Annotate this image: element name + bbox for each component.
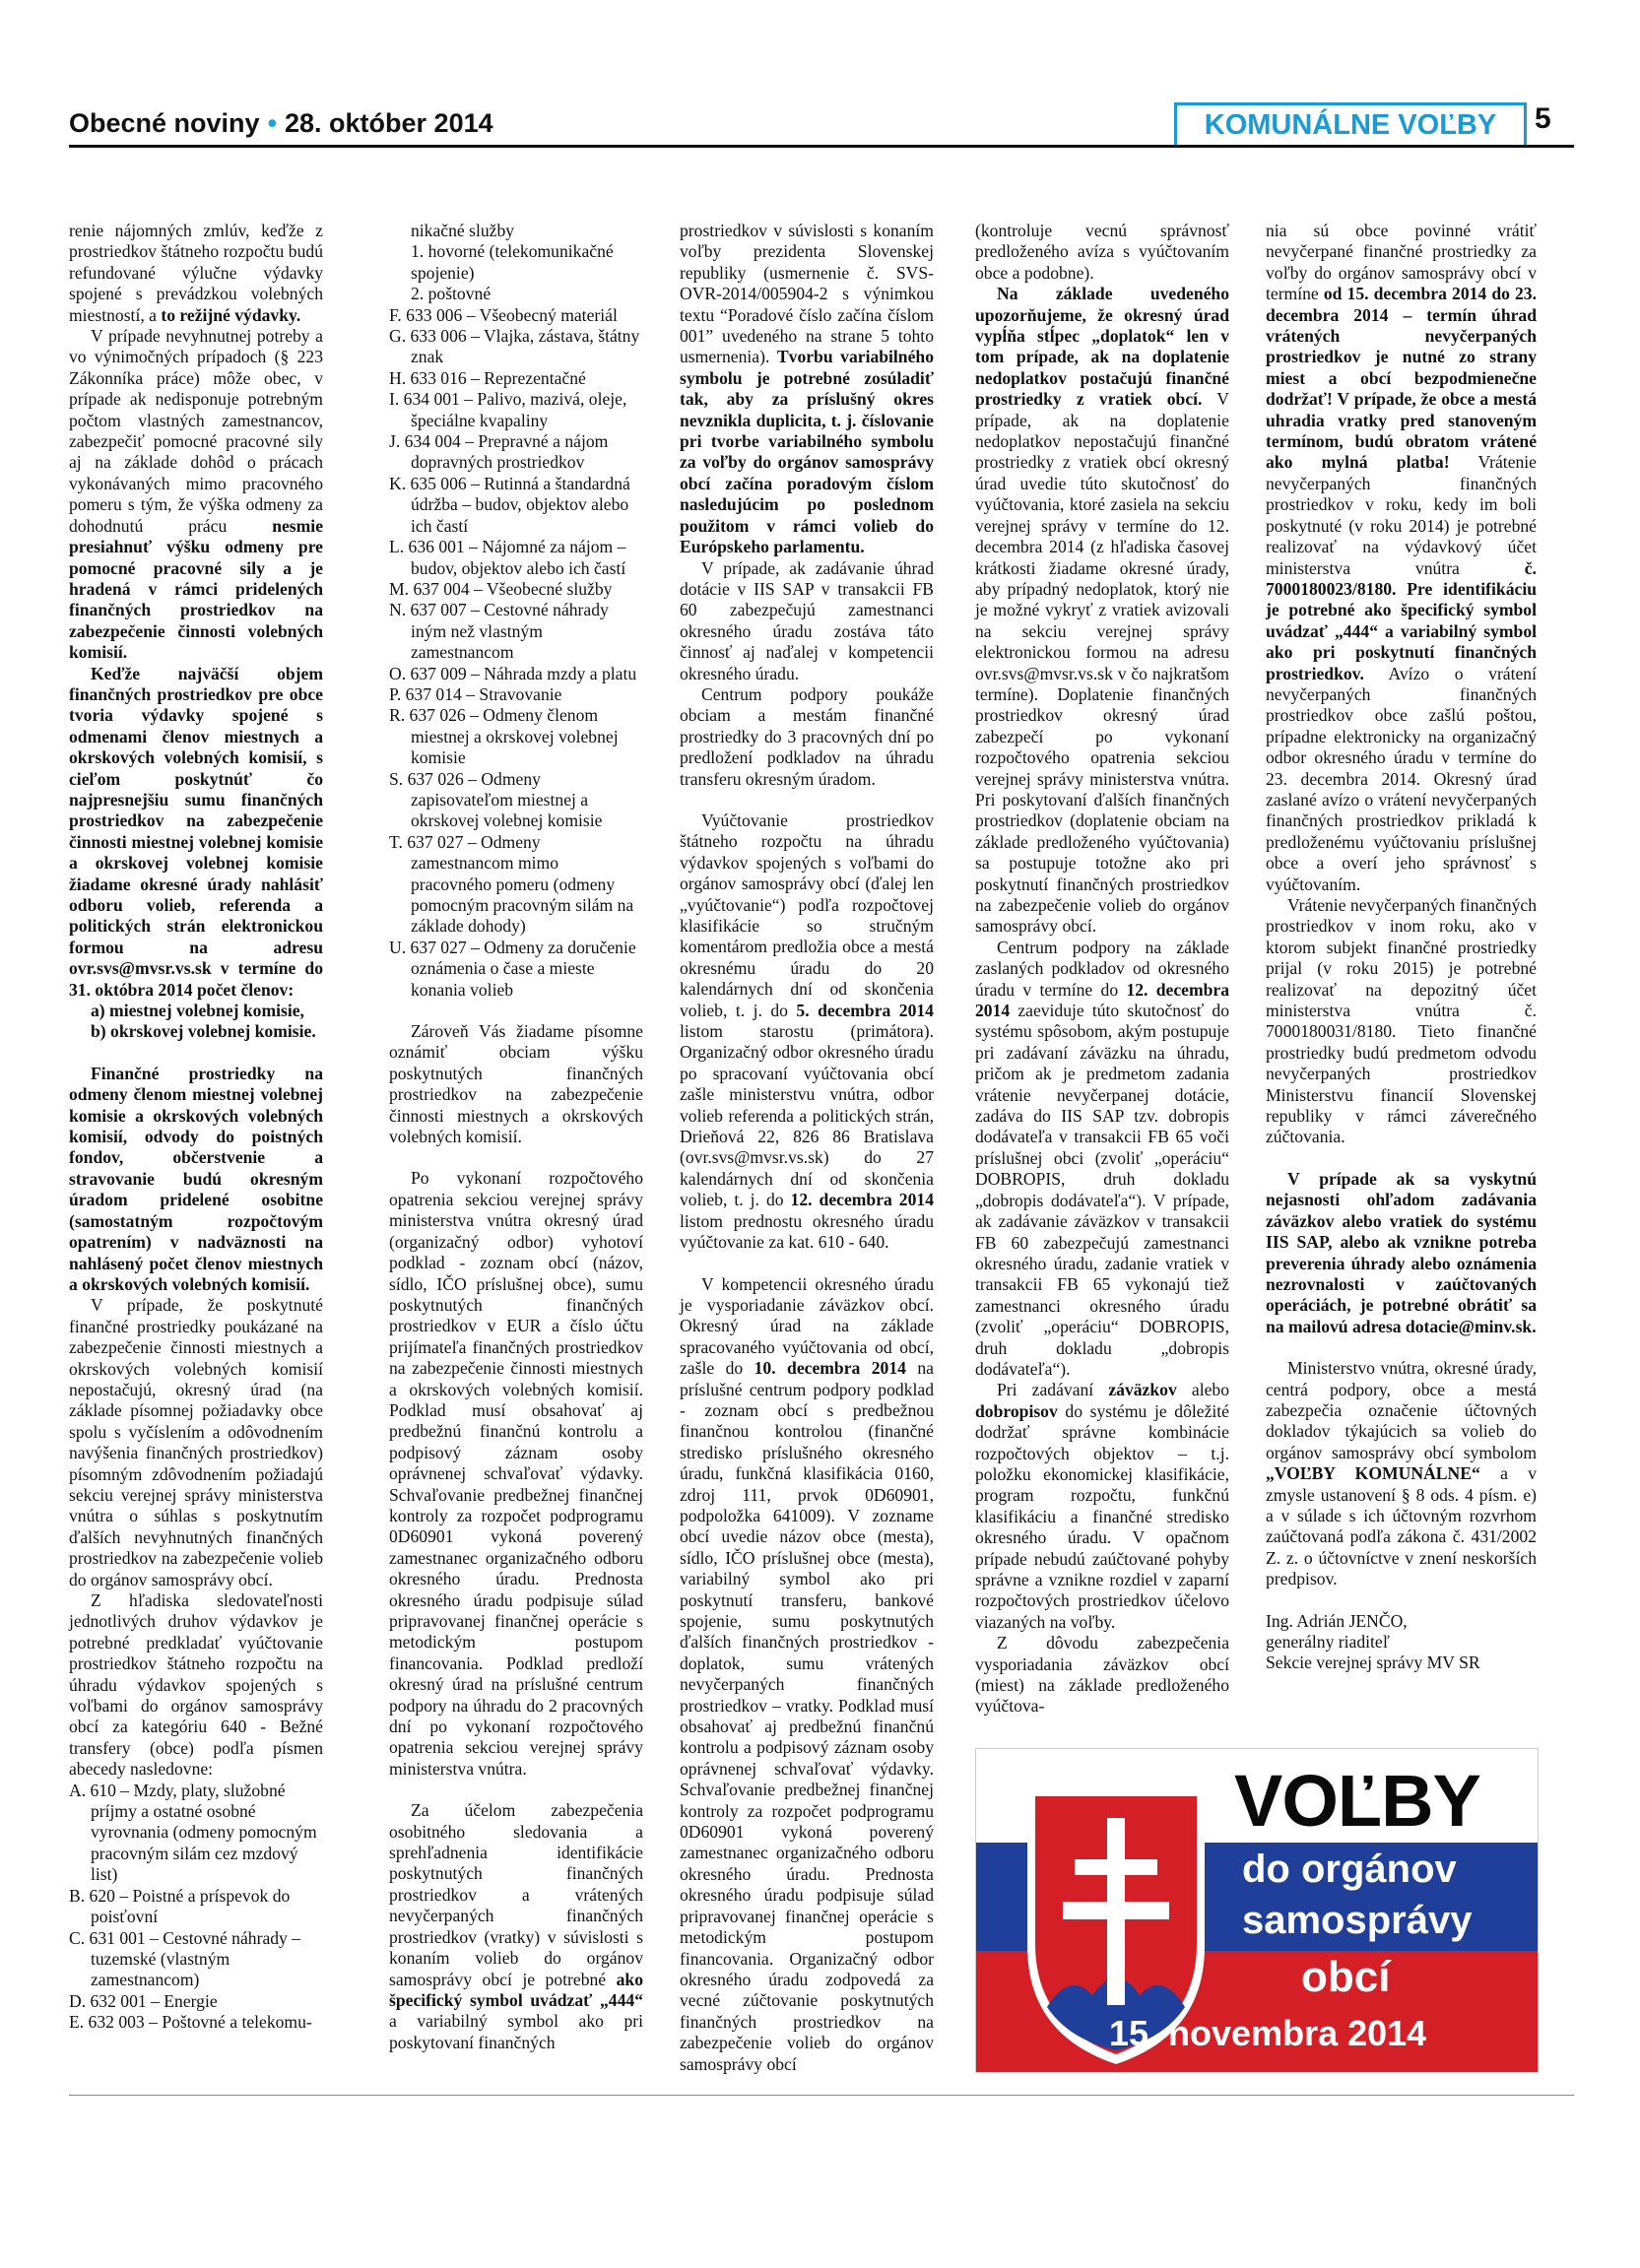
- list-item: nikačné služby: [411, 221, 515, 240]
- signature-name: Ing. Adrián JENČO,: [1266, 1610, 1408, 1631]
- list-item: U. 637 027 – Odmeny za doručenie oznámenia o čase a mieste konania volieb: [389, 937, 636, 1000]
- column-3: [680, 221, 934, 2075]
- paragraph: V kompetencii okresného úradu je vysporiadanie záväzkov obcí. Okresný úrad na základe spracovaného vyúčtovania od obcí, zašle do 10. decembra 2014 na príslušné centrum podpory podklad - zoznam obcí s predbežnou finančnou kontrolou (finančné stredisko príslušného okresného úradu, funkčná klasifikácia 0160, zdroj 111, prvok 0D60901, podpoložka 641009). V zozname obcí uvedie názov obce (mesta), sídlo, IČO príslušnej obce (mesta), variabilný symbol ako pri poskytnutí transferu, bankové spojenie, sumu poskytnutých ďalších finančných prostriedkov - doplatok, sumu vrátených nevyčerpaných finančných prostriedkov – vratky. Podklad musí obsahovať aj predbežnú finančnú kontrolu a podpisový záznam osoby oprávnenej schvaľovať výdavky. Schvaľovanie predbežnej finančnej kontroly za rozpočet podprogramu 0D60901 vykoná poverený zamestnanec organizačného odboru okresného úradu. Prednosta okresného úradu podpisuje súlad pripravovanej finančnej operácie s metodickým postupom financovania. Organizačný odbor okresného úradu zodpovedá za vecné zúčtovanie poskytnutých finančných prostriedkov na zabezpečenie volieb do orgánov samosprávy obcí: [680, 1273, 934, 2074]
- footer-rule: [69, 2095, 1574, 2096]
- list-item: O. 637 009 – Náhrada mzdy a platu: [389, 663, 637, 683]
- paragraph: Vyúčtovanie prostriedkov štátneho rozpočtu na úhradu výdavkov spojených s voľbami do orgánov samosprávy obcí (ďalej len „vyúčtovanie“) podľa rozpočtovej klasifikácie so stručným komentárom predložia obce a mestá okresnému úradu do 20 kalendárnych dní od skončenia volieb, t. j. do 5. decembra 2014 listom starostu (primátora). Organizačný odbor okresného úradu po spracovaní vyúčtovania obcí zašle ministerstvu vnútra, odbor volieb referenda a politických strán, Drieňová 22, 826 86 Bratislava (ovr.svs@mvsr.vs.sk) do 27 kalendárnych dní od skončenia volieb, t. j. do 12. decembra 2014 listom prednostu okresného úradu vyúčtovanie za kat. 610 - 640.: [680, 810, 934, 1253]
- paragraph: V prípade ak sa vyskytnú nejasnosti ohľadom zadávania záväzkov alebo vratiek do systému IIS SAP, alebo ak vznikne potreba preverenia úhrady alebo oznámenia nezrovnalosti v zaúčtovaných operáciách, je potrebné obrátiť sa na mailovú adresa dotacie@minv.sk.: [1266, 1168, 1537, 1336]
- column-4: [975, 221, 1229, 1717]
- paragraph: renie nájomných zmlúv, keďže z prostriedkov štátneho rozpočtu budú refundované výlučne výdavky spojené s prevádzkou volebných miestností, a to režijné výdavky.: [69, 221, 323, 325]
- issue-date: 28. október 2014: [285, 108, 493, 138]
- list-item: C. 631 001 – Cestovné náhrady – tuzemské (vlastným zamestnancom): [69, 1927, 301, 1990]
- paragraph: V prípade, ak zadávanie úhrad dotácie v IIS SAP v transakcii FB 60 zabezpečujú zamestnanci okresného úradu zostáva táto činnosť aj naďalej v kompetencii okresného úradu.: [680, 557, 934, 683]
- paragraph: nia sú obce povinné vrátiť nevyčerpané finančné prostriedky za voľby do orgánov samosprávy obcí v termíne od 15. decembra 2014 do 23. decembra 2014 – termín úhrad vrátených nevyčerpaných prostriedkov je nutné zo strany miest a obcí bezpodmienečne dodržať! V prípade, že obce a mestá uhradia vratky pred stanoveným termínom, budú obratom vrátené ako mylná platba! Vrátenie nevyčerpaných finančných prostriedkov v roku, kedy im boli poskytnuté (v roku 2014) je potrebné realizovať na výdavkový účet ministerstva vnútra č. 7000180023/8180. Pre identifikáciu je potrebné ako špecifický symbol uvádzať „444“ a variabilný symbol ako pri poskytnutí finančných prostriedkov. Avízo o vrátení nevyčerpaných finančných prostriedkov obce zašlú poštou, prípadne elektronicky na organizačný odbor okresného úradu v termíne do 23. decembra 2014. Okresný úrad zaslané avízo o vrátení nevyčerpaných finančných prostriedkov prikladá k predloženému vyúčtovaniu príslušnej obce a overí jeho správnosť s vyúčtovaním.: [1266, 221, 1537, 894]
- paragraph: Centrum podpory poukáže obciam a mestám finančné prostriedky do 3 pracovných dní po predložení podkladov na úhradu transferu okresným úradom.: [680, 683, 934, 789]
- advert-date: 15. novembra 2014: [1109, 2013, 1427, 2053]
- paragraph: Na základe uvedeného upozorňujeme, že okresný úrad vypĺňa stĺpec „doplatok“ len v tom prípade, ak na doplatenie nedoplatkov postačujú finančné prostriedky z vratiek obcí. V prípade, ak na doplatenie nedoplatkov nepostačujú finančné prostriedky z vratiek obcí okresný úrad uvedie túto skutočnosť do vyúčtovania, ktoré zasiela na sekciu verejnej správy v termíne do 12. decembra 2014 (z hľadiska časovej krátkosti žiadame okresné úrady, aby prípadný nedoplatok, ktorý nie je možné vykryť z vratiek avizovali na sekciu verejnej správy elektronickou formou na adresu ovr.svs@mvsr.vs.sk v čo najkratšom termíne). Doplatenie finančných prostriedkov okresný úrad zabezpečí po vykonaní rozpočtového opatrenia sekciou verejnej správy ministerstva vnútra. Pri poskytovaní ďalších finančných prostriedkov (doplatenie obciam na základe predloženého vyúčtovania) sa postupuje totožne ako pri poskytnutí finančných prostriedkov na zabezpečenie volieb do orgánov samosprávy obcí.: [975, 284, 1229, 937]
- paragraph: Za účelom zabezpečenia osobitného sledovania a sprehľadnenia identifikácie poskytnutých finančných prostriedkov a vrátených nevyčerpaných finančných prostriedkov (vratky) v súvislosti s konaním volieb do orgánov samosprávy obcí je potrebné ako špecifický symbol uvádzať „444“ a variabilný symbol ako pri poskytovaní finančných: [389, 1800, 643, 2052]
- advert-line-2: do orgánov: [1242, 1847, 1457, 1891]
- list-item: T. 637 027 – Odmeny zamestnancom mimo pracovného pomeru (odmeny pomocným pracovným silám na základe dohody): [389, 831, 634, 937]
- column-5: [1266, 221, 1537, 1674]
- page-number: 5: [1535, 102, 1551, 135]
- column-1: [69, 221, 323, 2034]
- list-item: F. 633 006 – Všeobecný materiál: [389, 304, 618, 325]
- signature-department: Sekcie verejnej správy MV SR: [1266, 1652, 1480, 1673]
- paragraph: (kontroluje vecnú správnosť predloženého avíza s vyúčtovaním obce a podobne).: [975, 221, 1229, 283]
- masthead: [69, 108, 493, 139]
- advert-line-4: obcí: [1301, 1953, 1391, 2001]
- paragraph: Vrátenie nevyčerpaných finančných prostriedkov v inom roku, ako v ktorom subjekt finančné prostriedky prijal (v roku 2015) je potrebné realizovať na depozitný účet ministerstva vnútra č. 7000180031/8180. Tieto finančné prostriedky budú predmetom odvodu nevyčerpaných prostriedkov Ministerstvu financií Slovenskej republiky v rámci záverečného zúčtovania.: [1266, 895, 1537, 1147]
- list-item: b) okrskovej volebnej komisie.: [91, 1021, 316, 1042]
- column-2: [389, 221, 643, 2053]
- list-item: G. 633 006 – Vlajka, zástava, štátny znak: [389, 326, 640, 367]
- paragraph: Centrum podpory na základe zaslaných podkladov od okresného úradu v termíne do 12. decembra 2014 zaeviduje túto skutočnosť do systému spôsobom, akým postupuje pri zadávaní záväzku na úhradu, pričom ak je predmetom zadania vrátenie nevyčerpanej dotácie, zadáva do IIS SAP tzv. dobropis dodávateľa v transakcii FB 65 voči príslušnej obci (zvoliť „operáciu“ DOBROPIS, druh dokladu „dobropis dodávateľa“). V prípade, ak zadávanie záväzkov v transakcii FB 60 zabezpečujú zamestnanci okresného úradu, zadanie vratiek v transakcii FB 65 vykonajú tiež zamestnanci okresného úradu (zvoliť „operáciu“ DOBROPIS, druh dokladu „dobropis dodávateľa“).: [975, 937, 1229, 1379]
- signature-title: generálny riaditeľ: [1266, 1632, 1390, 1652]
- list-item: H. 633 016 – Reprezentačné: [389, 367, 586, 388]
- list-item: K. 635 006 – Rutinná a štandardná údržba – budov, objektov alebo ich častí: [389, 473, 630, 536]
- list-item: R. 637 026 – Odmeny členom miestnej a okrskovej volebnej komisie: [389, 705, 619, 768]
- paragraph: Pri zadávaní záväzkov alebo dobropisov do systému je dôležité dodržať správne kombinácie rozpočtových objektov – t.j. položku ekonomickej klasifikácie, program rozpočtu, funkčnú klasifikáciu a finančné stredisko okresného úradu. V opačnom prípade nebudú zaúčtované pohyby správne a vznikne rozdiel v zaparní rozpočtových prostriedkov účelovo viazaných na voľby.: [975, 1380, 1230, 1632]
- list-item: P. 637 014 – Stravovanie: [389, 683, 562, 704]
- list-item: D. 632 001 – Energie: [69, 1990, 218, 2011]
- election-advert: [975, 1748, 1539, 2073]
- paragraph: Z dôvodu zabezpečenia vysporiadania záväzkov obcí (miest) na základe predloženého vyúčtova-: [975, 1633, 1229, 1717]
- list-item: L. 636 001 – Nájomné za nájom – budov, objektov alebo ich častí: [389, 537, 626, 578]
- separator-dot: •: [267, 108, 278, 138]
- list-item: 2. poštovné: [411, 284, 492, 304]
- list-item: A. 610 – Mzdy, platy, služobné príjmy a ostatné osobné vyrovnania (odmeny pomocným pracovným silám cez mzdový list): [69, 1780, 317, 1885]
- advert-title: VOĽBY: [1234, 1760, 1480, 1842]
- paragraph: Zároveň Vás žiadame písomne oznámiť obciam výšku poskytnutých finančných prostriedkov na zabezpečenie činnosti miestnych a okrskových volebných komisií.: [389, 1021, 643, 1147]
- paper-name: Obecné noviny: [69, 108, 260, 138]
- advert-line-3: samosprávy: [1242, 1899, 1473, 1942]
- paragraph: Keďže najväčší objem finančných prostriedkov pre obce tvoria výdavky spojené s odmenami členov miestnych a okrskových volebných komisií, s cieľom poskytnúť čo najpresnejšiu sumu finančných prostriedkov na zabezpečenie činnosti miestnej volebnej komisie a okrskovej volebnej komisie žiadame okresné úrady nahlásiť odboru volieb, referenda a politických strán elektronickou formou na adresu ovr.svs@mvsr.vs.sk v termíne do 31. októbra 2014 počet členov:: [69, 663, 323, 1000]
- list-item: S. 637 026 – Odmeny zapisovateľom miestnej a okrskovej volebnej komisie: [389, 768, 603, 831]
- paragraph: V prípade, že poskytnuté finančné prostriedky poukázané na zabezpečenie činnosti miestnych a okrskových volebných komisií nepostačujú, okresný úrad (na základe písomnej požiadavky obce spolu s vyčíslením a odôvodnením navýšenia finančných prostriedkov) písomným zdôvodnením požiadajú sekciu verejnej správy ministerstva vnútra o súhlas s poskytnutím ďalších nevyhnutných finančných prostriedkov na zabezpečenie volieb do orgánov samosprávy obcí.: [69, 1295, 323, 1589]
- list-item: J. 634 004 – Prepravné a nájom dopravných prostriedkov: [389, 431, 609, 473]
- list-item: E. 632 003 – Poštovné a telekomu-: [69, 2012, 312, 2033]
- paragraph: Finančné prostriedky na odmeny členom miestnej volebnej komisie a okrskových volebných komisií, odvody do poistných fondov, občerstvenie a stravovanie budú okresným úradom pridelené osobitne (samostatným rozpočtovým opatrením) v nadväznosti na nahlásený počet členov miestnych a okrskových volebných komisií.: [69, 1063, 323, 1294]
- paragraph: Z hľadiska sledovateľnosti jednotlivých druhov výdavkov je potrebné predkladať vyúčtovanie prostriedkov štátneho rozpočtu na úhradu výdavkov spojených s voľbami do orgánov samosprávy obcí za kategóriu 640 - Bežné transfery (obce) podľa písmen abecedy nasledovne:: [69, 1590, 323, 1780]
- list-item: B. 620 – Poistné a príspevok do poisťovní: [69, 1885, 291, 1927]
- paragraph: Ministerstvo vnútra, okresné úrady, centrá podpory, obce a mestá zabezpečia označenie účtovných dokladov týkajúcich sa volieb do orgánov samosprávy obcí symbolom „VOĽBY KOMUNÁLNE“ a v zmysle ustanovení § 8 ods. 4 písm. e) a v súlade s ich účtovným rozvrhom zaúčtovaná podľa zákona č. 431/2002 Z. z. o účtovníctve v znení neskorších predpisov.: [1266, 1358, 1537, 1589]
- list-item: 1. hovorné (telekomunikačné spojenie): [411, 241, 614, 283]
- list-item: N. 637 007 – Cestovné náhrady iným než vlastným zamestnancom: [389, 600, 609, 663]
- list-item: M. 637 004 – Všeobecné služby: [389, 578, 613, 599]
- paragraph: Po vykonaní rozpočtového opatrenia sekciou verejnej správy ministerstva vnútra okresný úrad (organizačný odbor) vyhotoví podklad - zoznam obcí (názov, sídlo, IČO príslušnej obce), sumu poskytnutých finančných prostriedkov v EUR a číslo účtu prijímateľa finančných prostriedkov na zabezpečenie činnosti miestnych a okrskových volebných komisií. Podklad musí obsahovať aj predbežnú finančnú kontrolu a podpisový záznam osoby oprávnenej schvaľovať výdavky. Schvaľovanie predbežnej finančnej kontroly za rozpočet podprogramu 0D60901 vykoná poverený zamestnanec organizačného odboru okresného úradu. Prednosta okresného úradu podpisuje súlad pripravovanej finančnej operácie s metodickým postupom financovania. Podklad predloží okresný úrad na príslušné centrum podpory na úhradu do 2 pracovných dní po vykonaní rozpočtového opatrenia sekciou verejnej správy ministerstva vnútra.: [389, 1168, 643, 1779]
- header-rule: [69, 145, 1574, 148]
- list-item: I. 634 001 – Palivo, mazivá, oleje, špeciálne kvapaliny: [389, 389, 627, 430]
- paragraph: prostriedkov v súvislosti s konaním voľby prezidenta Slovenskej republiky (usmernenie č. SVS-OVR-2014/005904-2 s výnimkou textu “Poradové číslo začína číslom 001” uvedeného na strane 5 tohto usmernenia). Tvorbu variabilného symbolu je potrebné zosúladiť tak, aby za príslušný okres nevznikla duplicita, t. j. číslovanie pri tvorbe variabilného symbolu za voľby do orgánov samosprávy obcí začína poradovým číslom nasledujúcim po poslednom použitom v rámci volieb do Európskeho parlamentu.: [680, 221, 934, 557]
- section-badge: KOMUNÁLNE VOĽBY: [1174, 102, 1527, 148]
- list-item: a) miestnej volebnej komisie,: [91, 1001, 304, 1021]
- paragraph: V prípade nevyhnutnej potreby a vo výnimočných prípadoch (§ 223 Zákonníka práce) môže obec, v prípade ak nedisponuje potrebným počtom vlastných zamestnancov, zabezpečiť pomocné pracovné sily aj na základe dohôd o prácach vykonávaných mimo pracovného pomeru s tým, že výška odmeny za dohodnutú prácu nesmie presiahnuť výšku odmeny pre pomocné pracovné sily a je hradená v rámci pridelených finančných prostriedkov na zabezpečenie činnosti volebných komisií.: [69, 326, 323, 663]
